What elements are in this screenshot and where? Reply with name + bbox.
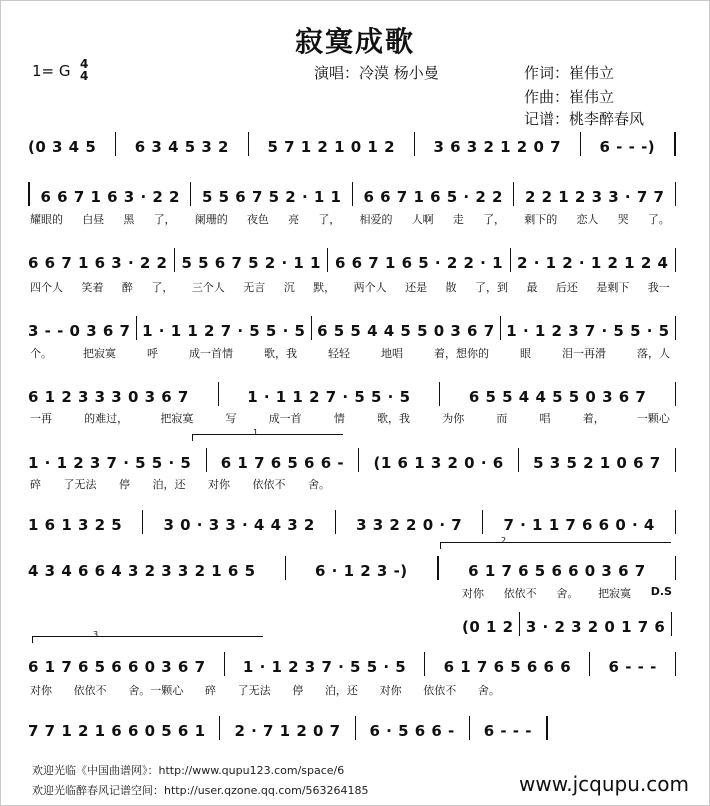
staff-line bbox=[28, 448, 676, 472]
barline bbox=[335, 510, 336, 534]
measure: 1 · 1 1 2 7 · 5 5 · 5 bbox=[142, 322, 306, 340]
lyric-line bbox=[30, 211, 670, 227]
measure: 5 5 6 7 5 2 · 1 1 bbox=[181, 254, 321, 272]
staff-line bbox=[28, 382, 676, 406]
lyric: 碎 bbox=[204, 684, 216, 697]
measure: 3 - - 0 3 6 7 bbox=[28, 322, 131, 340]
lyric: 笑着 bbox=[81, 281, 104, 294]
barline bbox=[327, 248, 328, 272]
barline bbox=[355, 716, 356, 740]
measure: 6 1 7 6 5 6 6 6 bbox=[443, 658, 572, 676]
measure: (0 3 4 5 bbox=[28, 138, 97, 156]
lyric: 的难过， bbox=[84, 412, 129, 425]
lyric: 了， bbox=[483, 213, 506, 226]
measure: 6 · 5 6 6 - bbox=[369, 722, 455, 740]
lyric: 为你 bbox=[442, 412, 465, 425]
lyric: 依依不 bbox=[73, 684, 107, 697]
lyric: 一再 bbox=[30, 412, 52, 425]
staff-line bbox=[28, 716, 548, 740]
measure: 3 3 2 2 0 · 7 bbox=[356, 516, 463, 534]
lyric: 夜色 bbox=[246, 213, 269, 226]
lyricist-credit: 作词：崔伟立 bbox=[524, 64, 615, 82]
lyric: 舍。 bbox=[308, 478, 330, 491]
barline bbox=[580, 132, 581, 156]
measure: 2 2 1 2 3 3 · 7 7 bbox=[524, 188, 665, 206]
lyric: 写 bbox=[225, 412, 237, 425]
measure: (1 6 1 3 2 0 · 6 bbox=[373, 454, 504, 472]
barline bbox=[674, 132, 676, 156]
lyric-line bbox=[462, 585, 672, 601]
lyric: 而 bbox=[496, 412, 508, 425]
barline bbox=[439, 382, 440, 406]
barline bbox=[190, 182, 191, 206]
barline bbox=[285, 556, 286, 580]
lyric: 情 bbox=[333, 412, 345, 425]
lyric: 三个人 bbox=[191, 281, 225, 294]
measure: 3 · 2 3 2 0 1 7 6 bbox=[525, 618, 666, 636]
measure: 3 0 · 3 3 · 4 4 3 2 bbox=[163, 516, 315, 534]
measure: 7 7 1 2 1 6 6 0 5 6 1 bbox=[28, 722, 206, 740]
lyric: 哭 bbox=[617, 213, 629, 226]
lyric: 了，到 bbox=[474, 281, 508, 294]
measure: 6 5 5 4 4 5 5 0 3 6 7 bbox=[468, 388, 647, 406]
footer-link: 欢迎光临《中国曲谱网》：http://www.qupu123.com/space/6 bbox=[32, 764, 345, 777]
barline bbox=[115, 132, 116, 156]
barline bbox=[248, 132, 249, 156]
lyric: 黑 bbox=[123, 213, 135, 226]
barline bbox=[510, 248, 511, 272]
lyric: 依依不 bbox=[252, 478, 286, 491]
barline bbox=[142, 510, 143, 534]
lyric: 亮 bbox=[288, 213, 300, 226]
barline bbox=[675, 556, 676, 580]
key-signature: 1= G bbox=[32, 62, 71, 80]
lyric: 还是 bbox=[405, 281, 428, 294]
lyric: 对你 bbox=[30, 684, 52, 697]
lyric: 我一 bbox=[647, 281, 670, 294]
lyric: 轻轻 bbox=[328, 347, 350, 360]
measure: 6 - - -) bbox=[599, 138, 656, 156]
lyric: 白昼 bbox=[82, 213, 105, 226]
lyric: 了， bbox=[318, 213, 341, 226]
footer-link: 欢迎光临醉春风记谱空间：http://user.qzone.qq.com/563264185 bbox=[32, 784, 369, 797]
lyric: 散 bbox=[445, 281, 457, 294]
measure: 1 · 1 1 2 7 · 5 5 · 5 bbox=[247, 388, 411, 406]
lyric: 了无法 bbox=[63, 478, 97, 491]
measure: 6 3 4 5 3 2 bbox=[134, 138, 229, 156]
barline bbox=[500, 316, 501, 340]
staff-line bbox=[28, 652, 676, 676]
barline bbox=[482, 510, 483, 534]
lyric: 把寂寞 bbox=[598, 587, 632, 600]
measure: 2 · 1 2 · 1 2 1 2 4 bbox=[517, 254, 669, 272]
lyric-line bbox=[30, 345, 670, 361]
lyric: 着，想你的 bbox=[434, 347, 489, 360]
lyric: 相爱的 bbox=[359, 213, 393, 226]
staff-line bbox=[28, 132, 676, 156]
lyric: 醉 bbox=[121, 281, 133, 294]
volta-number: 3 bbox=[93, 630, 99, 639]
lyric: 落，人 bbox=[637, 347, 670, 360]
barline bbox=[469, 716, 470, 740]
lyric: 对你 bbox=[208, 478, 230, 491]
lyric: 一颗心 bbox=[636, 412, 670, 425]
lyric: 无言 bbox=[243, 281, 266, 294]
barline bbox=[675, 182, 676, 206]
measure: 6 · 1 2 3 -) bbox=[315, 562, 408, 580]
measure: 6 6 7 1 6 5 · 2 2 · 1 bbox=[334, 254, 504, 272]
barline bbox=[224, 652, 225, 676]
lyric: 走 bbox=[452, 213, 464, 226]
lyric: 后还 bbox=[555, 281, 578, 294]
lyric: 依依不 bbox=[503, 587, 537, 600]
measure: 4 3 4 6 6 4 3 2 3 3 2 1 6 5 bbox=[28, 562, 256, 580]
lyric: 地唱 bbox=[381, 347, 403, 360]
staff-line bbox=[462, 612, 672, 636]
lyric: 泪一再滑 bbox=[562, 347, 606, 360]
barline bbox=[675, 382, 676, 406]
lyric: 把寂寞 bbox=[160, 412, 194, 425]
measure: 5 5 6 7 5 2 · 1 1 bbox=[201, 188, 342, 206]
lyric: 四个人 bbox=[30, 281, 63, 294]
barline bbox=[513, 182, 514, 206]
volta-bracket bbox=[440, 536, 671, 549]
lyric: 依依不 bbox=[423, 684, 457, 697]
barline bbox=[358, 448, 359, 472]
measure: 5 3 5 2 1 0 6 7 bbox=[533, 454, 661, 472]
lyric: 了， bbox=[153, 213, 176, 226]
lyric: 了。 bbox=[647, 213, 670, 226]
measure: 1 · 1 2 3 7 · 5 5 · 5 bbox=[28, 454, 192, 472]
lyric: 歌，我 bbox=[264, 347, 297, 360]
measure: 2 · 7 1 2 0 7 bbox=[234, 722, 341, 740]
barline bbox=[218, 382, 219, 406]
lyric: 舍。 bbox=[556, 587, 579, 600]
repeat-end-barline bbox=[437, 556, 439, 580]
volta-bracket bbox=[32, 630, 263, 643]
lyric: 舍。 bbox=[477, 684, 500, 697]
lyric: 舍。一颗心 bbox=[128, 684, 184, 697]
lyric: 默， bbox=[313, 281, 336, 294]
barline bbox=[136, 316, 137, 340]
barline bbox=[671, 612, 672, 636]
time-signature bbox=[80, 58, 88, 82]
lyric-line bbox=[30, 410, 670, 426]
time-signature-bottom: 4 bbox=[80, 69, 89, 83]
volta-number: 2 bbox=[501, 536, 507, 545]
measure: 6 5 5 4 4 5 5 0 3 6 7 bbox=[317, 322, 495, 340]
measure: 7 · 1 1 7 6 6 0 · 4 bbox=[503, 516, 655, 534]
notation-credit: 记谱：桃李醉春风 bbox=[524, 110, 645, 128]
lyric: 泊，还 bbox=[324, 684, 358, 697]
lyric: 眼 bbox=[520, 347, 531, 360]
measure: 6 - - - bbox=[608, 658, 657, 676]
song-title: 寂寞成歌 bbox=[294, 25, 415, 58]
staff-line bbox=[28, 556, 676, 580]
measure: 6 1 2 3 3 3 0 3 6 7 bbox=[28, 388, 189, 406]
barline bbox=[311, 316, 312, 340]
staff-line bbox=[28, 510, 676, 534]
singers-credit: 演唱：冷漠 杨小曼 bbox=[314, 64, 439, 82]
final-barline bbox=[546, 716, 548, 740]
measure: 6 - - - bbox=[483, 722, 532, 740]
barline bbox=[519, 612, 520, 636]
measure: 1 6 1 3 2 5 bbox=[28, 516, 123, 534]
lyric: 停 bbox=[292, 684, 304, 697]
lyric: 最 bbox=[526, 281, 538, 294]
measure: 3 6 3 2 1 2 0 7 bbox=[433, 138, 562, 156]
lyric: 是剩下 bbox=[596, 281, 630, 294]
lyric: 了无法 bbox=[237, 684, 271, 697]
measure: 6 6 7 1 6 3 · 2 2 bbox=[28, 254, 168, 272]
barline bbox=[219, 716, 220, 740]
barline bbox=[424, 652, 425, 676]
barline bbox=[174, 248, 175, 272]
lyric: D.S bbox=[650, 585, 672, 598]
measure: 6 1 7 6 5 6 6 0 3 6 7 bbox=[468, 562, 646, 580]
barline bbox=[675, 510, 676, 534]
lyric-line bbox=[30, 476, 330, 492]
lyric: 人啊 bbox=[411, 213, 434, 226]
lyric: 歌，我 bbox=[377, 412, 411, 425]
lyric: 停 bbox=[119, 478, 130, 491]
lyric: 着， bbox=[582, 412, 605, 425]
barline bbox=[675, 652, 676, 676]
repeat-start-barline bbox=[28, 182, 30, 206]
measure: 6 6 7 1 6 5 · 2 2 bbox=[363, 188, 503, 206]
staff-line bbox=[28, 182, 676, 206]
lyric: 成一首 bbox=[268, 412, 302, 425]
lyric: 对你 bbox=[462, 587, 484, 600]
barline bbox=[352, 182, 353, 206]
lyric: 对你 bbox=[379, 684, 402, 697]
volta-number: 1 bbox=[253, 428, 259, 437]
barline bbox=[675, 448, 676, 472]
barline bbox=[675, 316, 676, 340]
composer-credit: 作曲：崔伟立 bbox=[524, 88, 615, 106]
lyric: 耀眼的 bbox=[30, 213, 63, 226]
barline bbox=[589, 652, 590, 676]
measure: 6 6 7 1 6 3 · 2 2 bbox=[40, 188, 180, 206]
lyric: 恋人 bbox=[576, 213, 599, 226]
volta-bracket bbox=[192, 428, 343, 441]
barline bbox=[518, 448, 519, 472]
measure: 1 · 1 2 3 7 · 5 5 · 5 bbox=[506, 322, 670, 340]
site-watermark: www.jcqupu.com bbox=[519, 772, 689, 796]
barline bbox=[206, 448, 207, 472]
staff-line bbox=[28, 248, 676, 272]
measure: (0 1 2 bbox=[462, 618, 514, 636]
lyric-line bbox=[30, 279, 670, 295]
lyric: 碎 bbox=[30, 478, 41, 491]
lyric: 呼 bbox=[147, 347, 158, 360]
lyric: 泊，还 bbox=[152, 478, 186, 491]
lyric: 阑珊的 bbox=[194, 213, 228, 226]
lyric: 沉 bbox=[283, 281, 295, 294]
measure: 6 1 7 6 5 6 6 0 3 6 7 bbox=[28, 658, 206, 676]
lyric: 个。 bbox=[30, 347, 52, 360]
lyric: 了， bbox=[151, 281, 174, 294]
lyric: 两个人 bbox=[353, 281, 387, 294]
time-signature-top: 4 bbox=[80, 57, 89, 71]
barline bbox=[675, 248, 676, 272]
lyric: 把寂寞 bbox=[83, 347, 116, 360]
measure: 6 1 7 6 5 6 6 - bbox=[220, 454, 345, 472]
lyric: 成一首情 bbox=[189, 347, 233, 360]
lyric: 剩下的 bbox=[524, 213, 558, 226]
measure: 1 · 1 2 3 7 · 5 5 · 5 bbox=[242, 658, 407, 676]
lyric-line bbox=[30, 682, 500, 698]
barline bbox=[414, 132, 415, 156]
lyric: 唱 bbox=[539, 412, 551, 425]
measure: 5 7 1 2 1 0 1 2 bbox=[267, 138, 396, 156]
staff-line bbox=[28, 316, 676, 340]
